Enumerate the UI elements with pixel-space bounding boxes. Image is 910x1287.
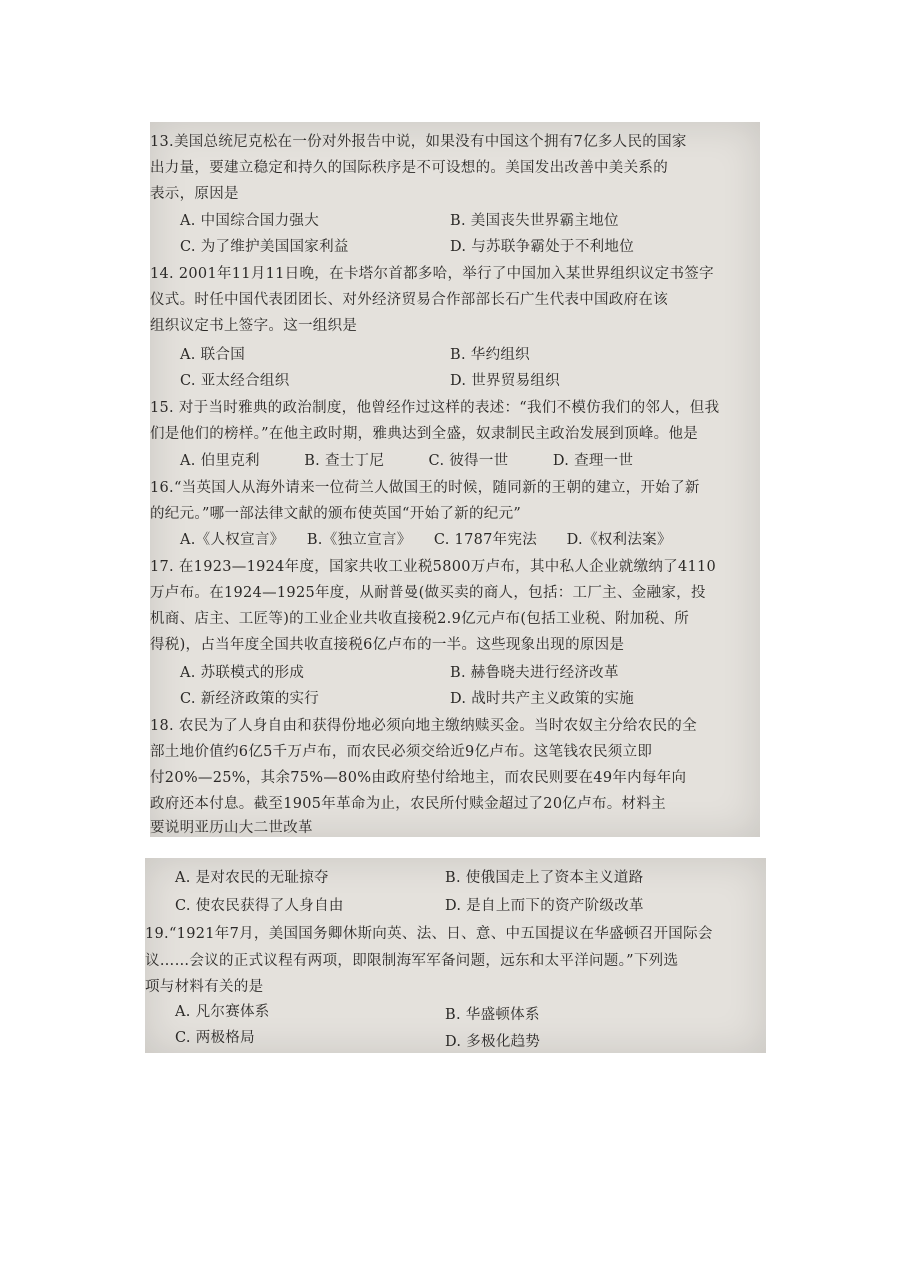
q17-stem-line-4: 得税)，占当年度全国共收直接税6亿卢布的一半。这些现象出现的原因是 <box>150 637 625 653</box>
q19-stem-line-3: 项与材料有关的是 <box>145 979 264 995</box>
q18-option-c: C. 使农民获得了人身自由 <box>175 898 344 914</box>
q17-option-b: B. 赫鲁晓夫进行经济改革 <box>450 665 619 681</box>
q16-stem-line-1: 16.“当英国人从海外请来一位荷兰人做国王的时候，随同新的王朝的建立，开始了新 <box>150 480 700 496</box>
q15-stem-line-2: 们是他们的榜样。”在他主政时期，雅典达到全盛，奴隶制民主政治发展到顶峰。他是 <box>150 426 699 442</box>
q18-stem-line-3: 付20%—25%，其余75%—80%由政府垫付给地主，而农民则要在49年内每年向 <box>150 770 687 786</box>
q18-stem-line-2: 部土地价值约6亿5千万卢布，而农民必须交给近9亿卢布。这笔钱农民须立即 <box>150 744 653 760</box>
q18-option-b: B. 使俄国走上了资本主义道路 <box>445 870 644 886</box>
q19-option-c: C. 两极格局 <box>175 1030 255 1046</box>
q13-option-a: A. 中国综合国力强大 <box>180 213 319 229</box>
q14-option-a: A. 联合国 <box>180 347 245 363</box>
q14-option-d: D. 世界贸易组织 <box>450 373 561 389</box>
q17-stem-line-1: 17. 在1923—1924年度，国家共收工业税5800万卢布，其中私人企业就缴纳了4110 <box>150 559 717 575</box>
q13-option-c: C. 为了维护美国国家利益 <box>180 239 349 255</box>
q17-stem-line-3: 机商、店主、工匠等)的工业企业共收直接税2.9亿元卢布(包括工业税、附加税、所 <box>150 611 690 627</box>
q18-stem-line-1: 18. 农民为了人身自由和获得份地必须向地主缴纳赎买金。当时农奴主分给农民的全 <box>150 718 697 734</box>
q13-stem-line-2: 出力量，要建立稳定和持久的国际秩序是不可设想的。美国发出改善中美关系的 <box>150 160 668 176</box>
q14-option-b: B. 华约组织 <box>450 347 530 363</box>
q14-option-c: C. 亚太经合组织 <box>180 373 290 389</box>
q19-option-d: D. 多极化趋势 <box>445 1034 541 1050</box>
q18-stem-line-5: 要说明亚历山大二世改革 <box>150 820 313 836</box>
q13-stem-line-3: 表示，原因是 <box>150 186 239 202</box>
q16-stem-line-2: 的纪元。”哪一部法律文献的颁布使英国“开始了新的纪元” <box>150 506 522 522</box>
q14-stem-line-1: 14. 2001年11月11日晚，在卡塔尔首都多哈，举行了中国加入某世界组织议定书签字 <box>150 266 714 282</box>
q19-option-b: B. 华盛顿体系 <box>445 1007 540 1023</box>
exam-photo-page-1 <box>150 122 760 837</box>
q17-stem-line-2: 万卢布。在1924—1925年度，从耐普曼(做买卖的商人，包括：工厂主、金融家，投 <box>150 585 706 601</box>
exam-photo-page-2 <box>145 858 766 1053</box>
q19-stem-line-1: 19.“1921年7月，美国国务卿休斯向英、法、日、意、中五国提议在华盛顿召开国际会 <box>145 926 713 942</box>
q19-option-a: A. 凡尔赛体系 <box>175 1004 270 1020</box>
q14-stem-line-3: 组织议定书上签字。这一组织是 <box>150 318 358 334</box>
q13-stem-line-1: 13.美国总统尼克松在一份对外报告中说，如果没有中国这个拥有7亿多人民的国家 <box>150 134 687 150</box>
q16-options: A.《人权宣言》 B.《独立宣言》 C. 1787年宪法 D.《权利法案》 <box>180 532 672 548</box>
q18-option-a: A. 是对农民的无耻掠夺 <box>175 870 329 886</box>
q15-stem-line-1: 15. 对于当时雅典的政治制度，他曾经作过这样的表述：“我们不模仿我们的邻人，但我 <box>150 400 720 416</box>
q13-option-b: B. 美国丧失世界霸主地位 <box>450 213 619 229</box>
q17-option-c: C. 新经济政策的实行 <box>180 691 320 707</box>
q15-options: A. 伯里克利 B. 查士丁尼 C. 彼得一世 D. 查理一世 <box>180 453 634 469</box>
q17-option-a: A. 苏联模式的形成 <box>180 665 305 681</box>
q13-option-d: D. 与苏联争霸处于不利地位 <box>450 239 635 255</box>
q18-option-d: D. 是自上而下的资产阶级改革 <box>445 898 644 914</box>
q17-option-d: D. 战时共产主义政策的实施 <box>450 691 635 707</box>
q18-stem-line-4: 政府还本付息。截至1905年革命为止，农民所付赎金超过了20亿卢布。材料主 <box>150 796 666 812</box>
q19-stem-line-2: 议……会议的正式议程有两项，即限制海军军备问题，远东和太平洋问题。”下列选 <box>145 953 679 969</box>
q14-stem-line-2: 仪式。时任中国代表团团长、对外经济贸易合作部部长石广生代表中国政府在该 <box>150 292 668 308</box>
